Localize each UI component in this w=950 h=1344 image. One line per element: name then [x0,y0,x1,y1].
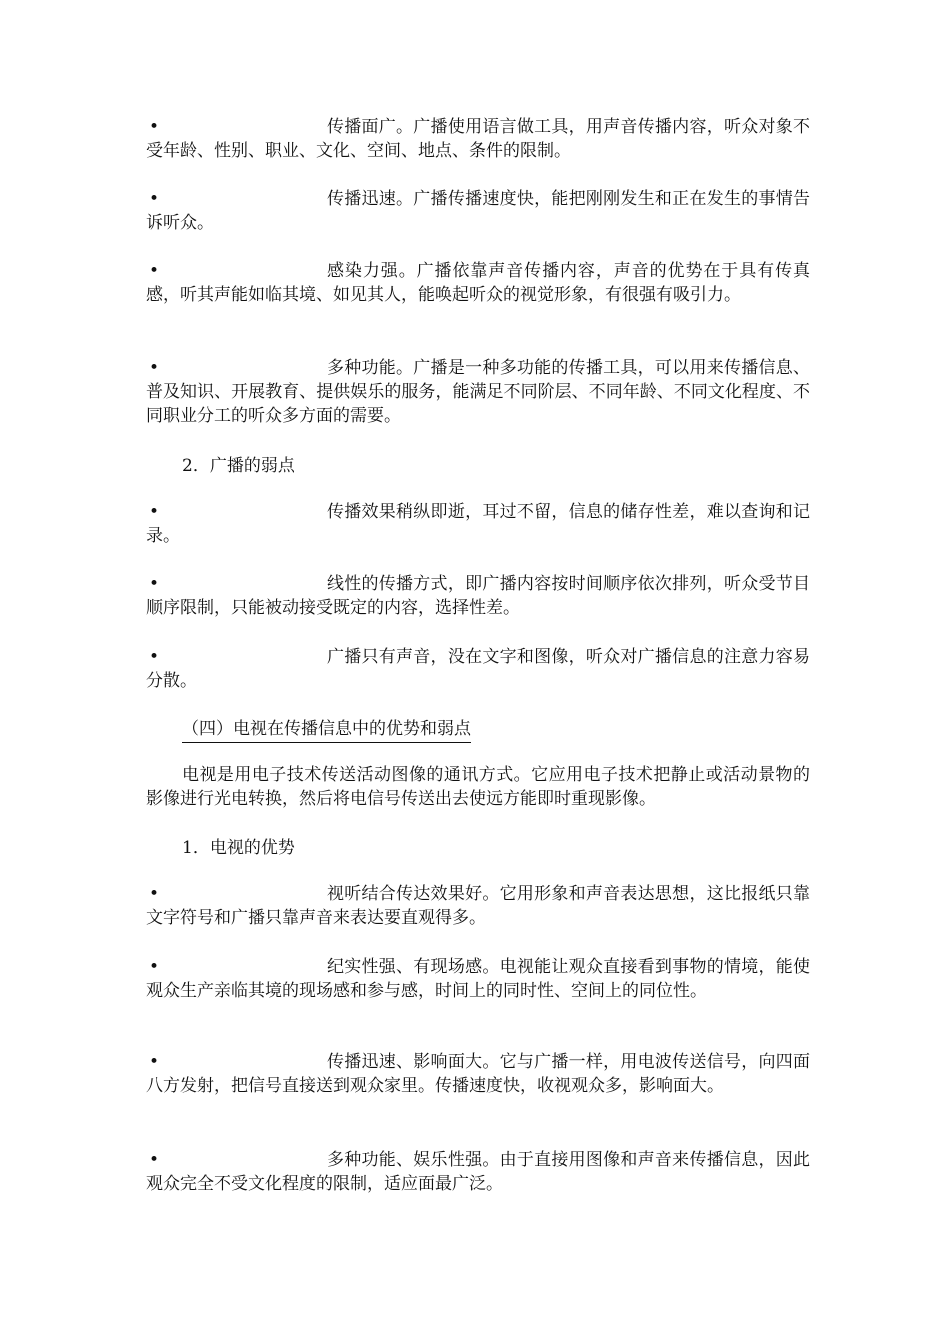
bullet-dot: • [149,1052,160,1072]
bullet-text: 广播只有声音，没在文字和图像，听众对广播信息的注意力容易分散。 [146,647,810,691]
bullet-text: 传播迅速、影响面大。它与广播一样，用电波传送信号，向四面八方发射，把信号直接送到观众家里。传播速度快，收视观众多，影响面大。 [146,1052,810,1096]
section-subheading: 2．广播的弱点 [182,456,295,476]
bullet-dot: • [149,574,160,594]
bullet-dot: • [149,261,160,281]
bullet-item [146,645,810,693]
bullet-text: 视听结合传达效果好。它用形象和声音表达思想，这比报纸只靠文字符号和广播只靠声音来表达要直观得多。 [146,884,810,928]
bullet-text: 线性的传播方式，即广播内容按时间顺序依次排列，听众受节目顺序限制，只能被动接受既定的内容，选择性差。 [146,574,810,618]
bullet-item [146,572,810,620]
bullet-text: 感染力强。广播依靠声音传播内容，声音的优势在于具有传真感，听其声能如临其境、如见其人，能唤起听众的视觉形象，有很强有吸引力。 [146,261,810,305]
body-paragraph: 电视是用电子技术传送活动图像的通讯方式。它应用电子技术把静止或活动景物的影像进行光电转换，然后将电信号传送出去使远方能即时重现影像。 [146,765,810,809]
bullet-dot: • [149,358,160,378]
bullet-dot: • [149,189,160,209]
bullet-item [146,500,810,548]
bullet-text: 多种功能。广播是一种多功能的传播工具，可以用来传播信息、普及知识、开展教育、提供娱乐的服务，能满足不同阶层、不同年龄、不同文化程度、不同职业分工的听众多方面的需要。 [146,358,810,426]
bullet-dot: • [149,1150,160,1170]
bullet-dot: • [149,502,160,522]
bullet-item [146,187,810,235]
section-heading: （四）电视在传播信息中的优势和弱点 [182,717,471,743]
bullet-text: 纪实性强、有现场感。电视能让观众直接看到事物的情境，能使观众生产亲临其境的现场感和参与感，时间上的同时性、空间上的同位性。 [146,957,810,1001]
bullet-text: 传播效果稍纵即逝，耳过不留，信息的储存性差，难以查询和记录。 [146,502,810,546]
bullet-item [146,955,810,1003]
bullet-text: 多种功能、娱乐性强。由于直接用图像和声音来传播信息，因此观众完全不受文化程度的限制，适应面最广泛。 [146,1150,810,1194]
bullet-text: 传播面广。广播使用语言做工具，用声音传播内容，听众对象不受年龄、性别、职业、文化、空间、地点、条件的限制。 [146,117,810,161]
bullet-item [146,115,810,163]
bullet-item [146,1050,810,1098]
bullet-item [146,1148,810,1196]
bullet-text: 传播迅速。广播传播速度快，能把刚刚发生和正在发生的事情告诉听众。 [146,189,810,233]
bullet-dot: • [149,884,160,904]
bullet-dot: • [149,957,160,977]
section-subheading: 1．电视的优势 [182,838,295,858]
bullet-dot: • [149,647,160,667]
bullet-item [146,356,810,428]
bullet-item [146,259,810,307]
bullet-item [146,882,810,930]
bullet-dot: • [149,117,160,137]
